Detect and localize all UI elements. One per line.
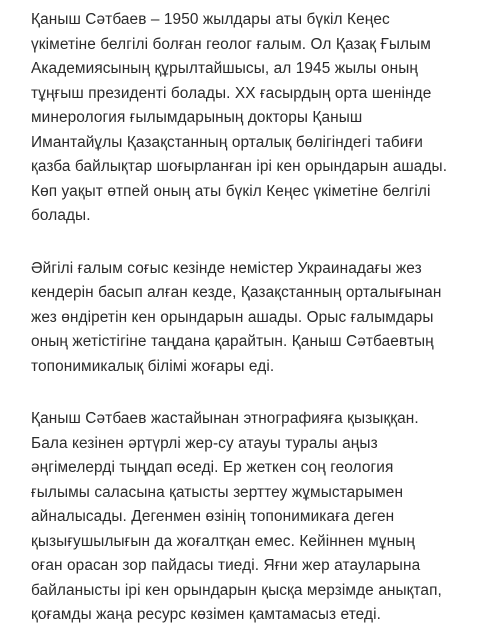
paragraph-ethnography-toponymy: [5, 407, 497, 628]
text-line: Имантайұлы Қазақстанның орталық бөлігіндегі табиғи: [31, 133, 423, 151]
text-line: Академиясының құрылтайшысы, ал 1945 жылы оның: [31, 60, 418, 77]
text-line: оның жетістігіне таңдана қарайтын. Қаныш Сәтбаевтың: [31, 333, 434, 350]
text-line: Әйгілі ғалым соғыс кезінде немістер Украинадағы жез: [31, 259, 422, 277]
text-line: тұңғыш президенті болады. ХХ ғасырдың орта шенінде: [31, 84, 432, 102]
paragraph-war-discoveries: [5, 257, 497, 380]
text-line: қоғамды жаңа ресурс көзімен қамтамасыз етеді.: [31, 606, 381, 623]
text-line: ғылымы саласына қатысты зерттеу жұмыстарымен: [31, 483, 404, 501]
text-line: қызығушылығын да жоғалтқан емес. Кейіннен мұның: [31, 532, 415, 550]
text-line: минерология ғылымдарының докторы Қаныш: [31, 109, 363, 126]
text-line: үкіметіне белгілі болған геолог ғалым. Ол Қазақ Ғылым: [31, 35, 431, 53]
text-line: оған орасан зор пайдасы тиеді. Яғни жер атауларына: [31, 557, 421, 574]
text-line: Қаныш Сәтбаев – 1950 жылдары аты бүкіл Кеңес: [31, 11, 390, 28]
text-line: кендерін басып алған кезде, Қазақстанның орталығынан: [31, 284, 442, 301]
text-line: Қаныш Сәтбаев жастайынан этнографияға қызыққан.: [31, 410, 419, 427]
paragraph-satbayev-biography: [5, 8, 497, 229]
text-line: айналысады. Дегенмен өзінің топонимикаға деген: [31, 508, 395, 525]
text-line: топонимикалық білімі жоғары еді.: [31, 357, 275, 375]
text-line: әңгімелерді тыңдап өседі. Ер жеткен соң геология: [31, 459, 394, 476]
text-line: байланысты ірі кен орындарын қысқа мерзімде анықтап,: [31, 581, 442, 599]
text-line: Бала кезінен әртүрлі жер-су атауы туралы аңыз: [31, 434, 378, 452]
text-line: қазба байлықтар шоғырланған ірі кен орындарын ашады.: [31, 158, 448, 175]
text-line: жез өндіретін кен орындарын ашады. Орыс ғалымдары: [31, 308, 434, 326]
document-body: [5, 8, 497, 628]
text-line: Көп уақыт өтпей оның аты бүкіл Кеңес үкіметіне белгілі: [31, 182, 431, 200]
text-line: болады.: [31, 207, 91, 224]
